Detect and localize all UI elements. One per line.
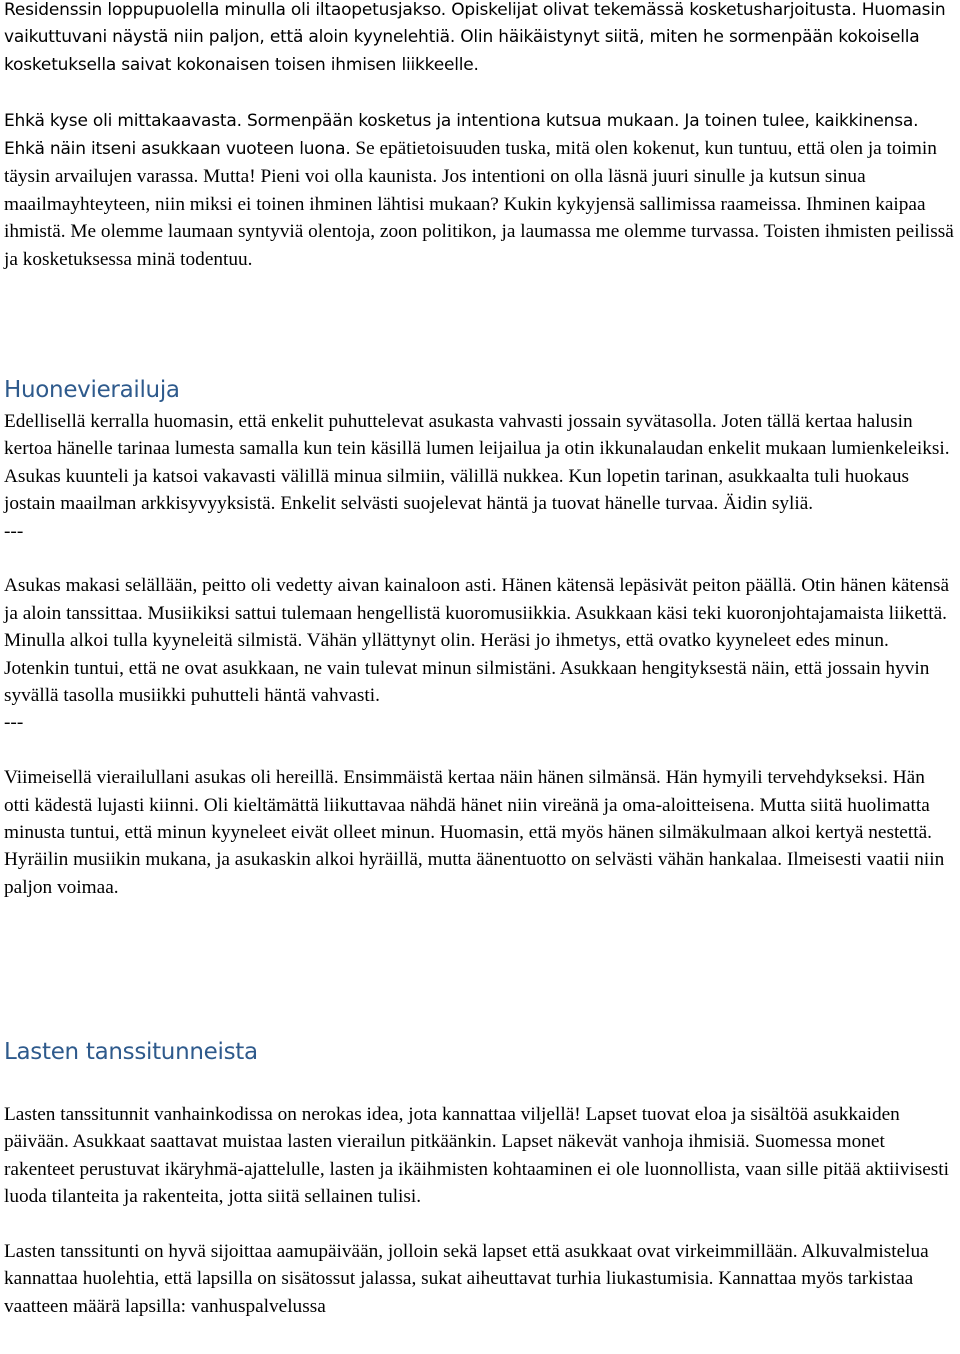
paragraph-gap	[4, 737, 954, 764]
huonevierailuja-paragraph-3: Viimeisellä vierailullani asukas oli hereillä. Ensimmäistä kertaa näin hänen silmänsä. Hän hymyili tervehdykseksi. Hän otti kädestä lujasti kiinni. Oli kieltämättä liikuttavaa nähdä hänet niin vireänä ja oma-aloitteisena. Mutta siitä huolimatta minusta tuntui, että minun kyyneleet eivät olleet minun. Huomasin, että myös hänen silmäkulmaan alkoi kertyä nestettä. Hyräilin musiikin mukana, ja asukaskin alkoi hyräillä, mutta äänentuotto on selvästi vähän hankalaa. Ilmeisesti vaatii niin paljon voimaa.	[4, 767, 945, 898]
intro-paragraph-2-serif-part: Se epätietoisuuden tuska, mitä olen kokenut, kun tuntuu, että olen ja toimin täysin arvailujen varassa. Mutta! Pieni voi olla kaunista. Jos intentioni on olla läsnä juuri sinulle ja kutsun sinua maailmayhteyteen, niin miksi ei toinen ihminen lähtisi mukaan? Kukin kykyjensä sallimissa raameissa. Ihminen kaipaa ihmistä. Me olemme laumaan syntyviä olentoja, zoon politikon, ja laumassa me olemme turvassa. Toisten ihmisten peilissä ja kosketuksessa minä todentuu.	[4, 138, 954, 270]
huonevierailuja-block	[4, 408, 954, 901]
intro-block	[4, 0, 954, 273]
huonevierailuja-paragraph-2: Asukas makasi selällään, peitto oli vedetty aivan kainaloon asti. Hänen kätensä lepäsivät peiton päällä. Otin hänen kätensä ja aloin tanssittaa. Musiikiksi sattui tulemaan hengellistä kuoromusiikkia. Asukkaan käsi teki kuoronjohtajamaista liikettä. Minulla alkoi tulla kyyneleitä silmistä. Vähän yllättynyt olin. Heräsi jo ihmetys, että ovatko kyyneleet edes minun. Jotenkin tuntui, että ne ovat asukkaan, ne vain tulevat minun silmistäni. Asukkaan hengityksestä näin, että jossain hyvin syvällä tasolla musiikki puhutteli häntä vahvasti.	[4, 575, 950, 707]
huonevierailuja-paragraph-1: Edellisellä kerralla huomasin, että enkelit puhuttelevat asukasta vahvasti jossain syvätasolla. Joten tällä kertaa halusin kertoa hänelle tarinaa lumesta samalla kun tein käsillä lumen leijailua ja otin ikkunalaudan enkelit mukaan lumienkeleiksi. Asukas kuunteli ja katsoi vakavasti välillä minua silmiin, välillä nukkea. Kun lopetin tarinan, asukkaalta tuli huokaus jostain maailman arkkisyvyyksistä. Enkelit selvästi suojelevat häntä ja tuovat hänelle turvaa. Äidin syliä.	[4, 411, 950, 515]
lasten-paragraph-2: Lasten tanssitunti on hyvä sijoittaa aamupäivään, jolloin sekä lapset että asukkaat ovat virkeimmillään. Alkuvalmistelua kannattaa huolehtia, että lapsilla on sisätossut jalassa, sukat aiheuttavat turhia liukastumisia. Kannattaa myös tarkistaa vaatteen määrä lapsilla: vanhuspalvelussa	[4, 1241, 929, 1317]
intro-paragraph-2-sans-part: Ehkä kyse oli mittakaavasta. Sormenpään kosketus ja intentiona kutsua mukaan. Ja toinen tulee, kaikkinensa. Ehkä näin itseni asukkaan vuoteen luona.	[4, 110, 919, 160]
section-heading-lasten-tanssitunneista: Lasten tanssitunneista	[4, 1039, 258, 1065]
lasten-block	[4, 1101, 954, 1320]
paragraph-gap	[4, 1211, 954, 1238]
intro-paragraph-1: Residenssin loppupuolella minulla oli iltaopetusjakso. Opiskelijat olivat tekemässä kosketusharjoitusta. Huomasin vaikuttuvani näystä niin paljon, että aloin kyynelehtiä. Olin häikäistynyt siitä, miten he sormenpään kokoisella kosketuksella saivat kokonaisen toisen ihmisen liikkeelle.	[4, 0, 946, 75]
lasten-paragraph-1: Lasten tanssitunnit vanhainkodissa on nerokas idea, jota kannattaa viljellä! Lapset tuovat eloa ja sisältöä asukkaiden päivään. Asukkaat saattavat muistaa lasten vierailun pitkäänkin. Lapset näkevät vanhoja ihmisiä. Suomessa monet rakenteet perustuvat ikäryhmä-ajattelulle, lasten ja ikäihmisten kohtaaminen ei ole luonnollista, vaan sille pitää aktiivisesti luoda tilanteita ja rakenteita, jotta siitä sellainen tulisi.	[4, 1104, 950, 1208]
separator-2: ---	[4, 712, 24, 734]
paragraph-gap	[4, 545, 954, 572]
paragraph-gap	[4, 79, 954, 106]
separator-1: ---	[4, 520, 24, 542]
section-heading-huonevierailuja: Huonevierailuja	[4, 377, 180, 403]
intro-paragraph-2	[4, 107, 954, 273]
